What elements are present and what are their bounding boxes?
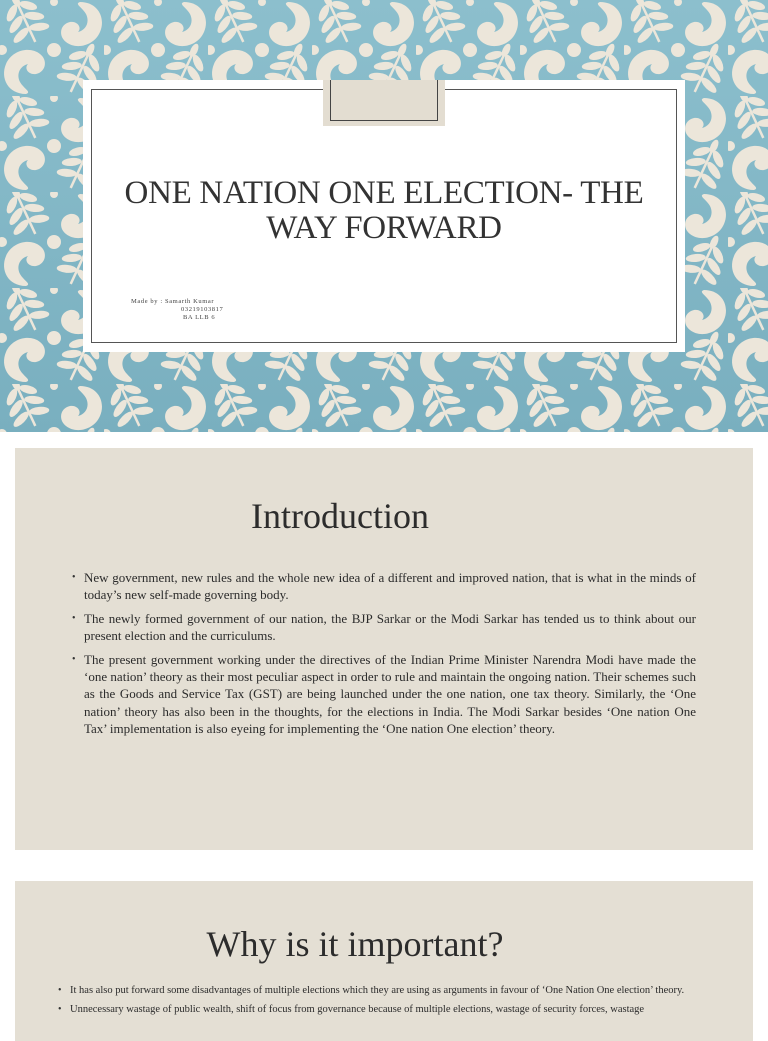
bullet-list <box>72 569 696 744</box>
title-card <box>83 80 685 352</box>
list-item <box>58 984 710 997</box>
roll-number: 03219103817 <box>181 306 224 313</box>
bullet-text: • The present government working under the directives of the Indian Prime Minister Narendra Modi have made the ‘one nation’ theory as their most peculiar aspect in order to rule and maintain the ongoing nation. Their schemes such as the Goods and Service Tax (GST) are being launched under the one nation, one tax theory. Similarly, the ‘One nation’ theory has also been in the thoughts, for the elections in India. The Modi Sarkar besides ‘One nation One Tax’ implementation is also eyeing for implementing the ‘One nation One election’ theory. <box>84 651 696 737</box>
title-tab-decoration <box>323 80 445 126</box>
introduction-slide <box>15 448 753 850</box>
bullet-list <box>58 984 710 1022</box>
bullet-text: • The newly formed government of our nation, the BJP Sarkar or the Modi Sarkar has tended us to think about our present election and the curriculums. <box>84 610 696 644</box>
importance-slide <box>15 881 753 1041</box>
list-item <box>72 651 696 738</box>
list-item <box>72 610 696 645</box>
author-name: Made by : Samarth Kumar <box>131 298 215 305</box>
slide-heading: Introduction <box>251 496 429 536</box>
title-tab-inner <box>330 80 438 121</box>
list-item <box>72 569 696 604</box>
bullet-text: • Unnecessary wastage of public wealth, shift of focus from governance because of multiple elections, wastage of security forces, wastage <box>70 1004 645 1015</box>
slide-heading: Why is it important? <box>206 924 504 964</box>
presentation-title: ONE NATION ONE ELECTION- THE WAY FORWARD <box>124 175 644 246</box>
bullet-text: • It has also put forward some disadvantages of multiple elections which they are using as arguments in favour of ‘One Nation One election’ theory. <box>70 985 685 996</box>
course-name: BA LLB 6 <box>183 314 216 321</box>
author-block <box>131 298 223 322</box>
list-item <box>58 1003 710 1016</box>
title-slide <box>0 0 768 432</box>
bullet-text: • New government, new rules and the whole new idea of a different and improved nation, that is what in the minds of today’s new self-made governing body. <box>84 570 696 603</box>
